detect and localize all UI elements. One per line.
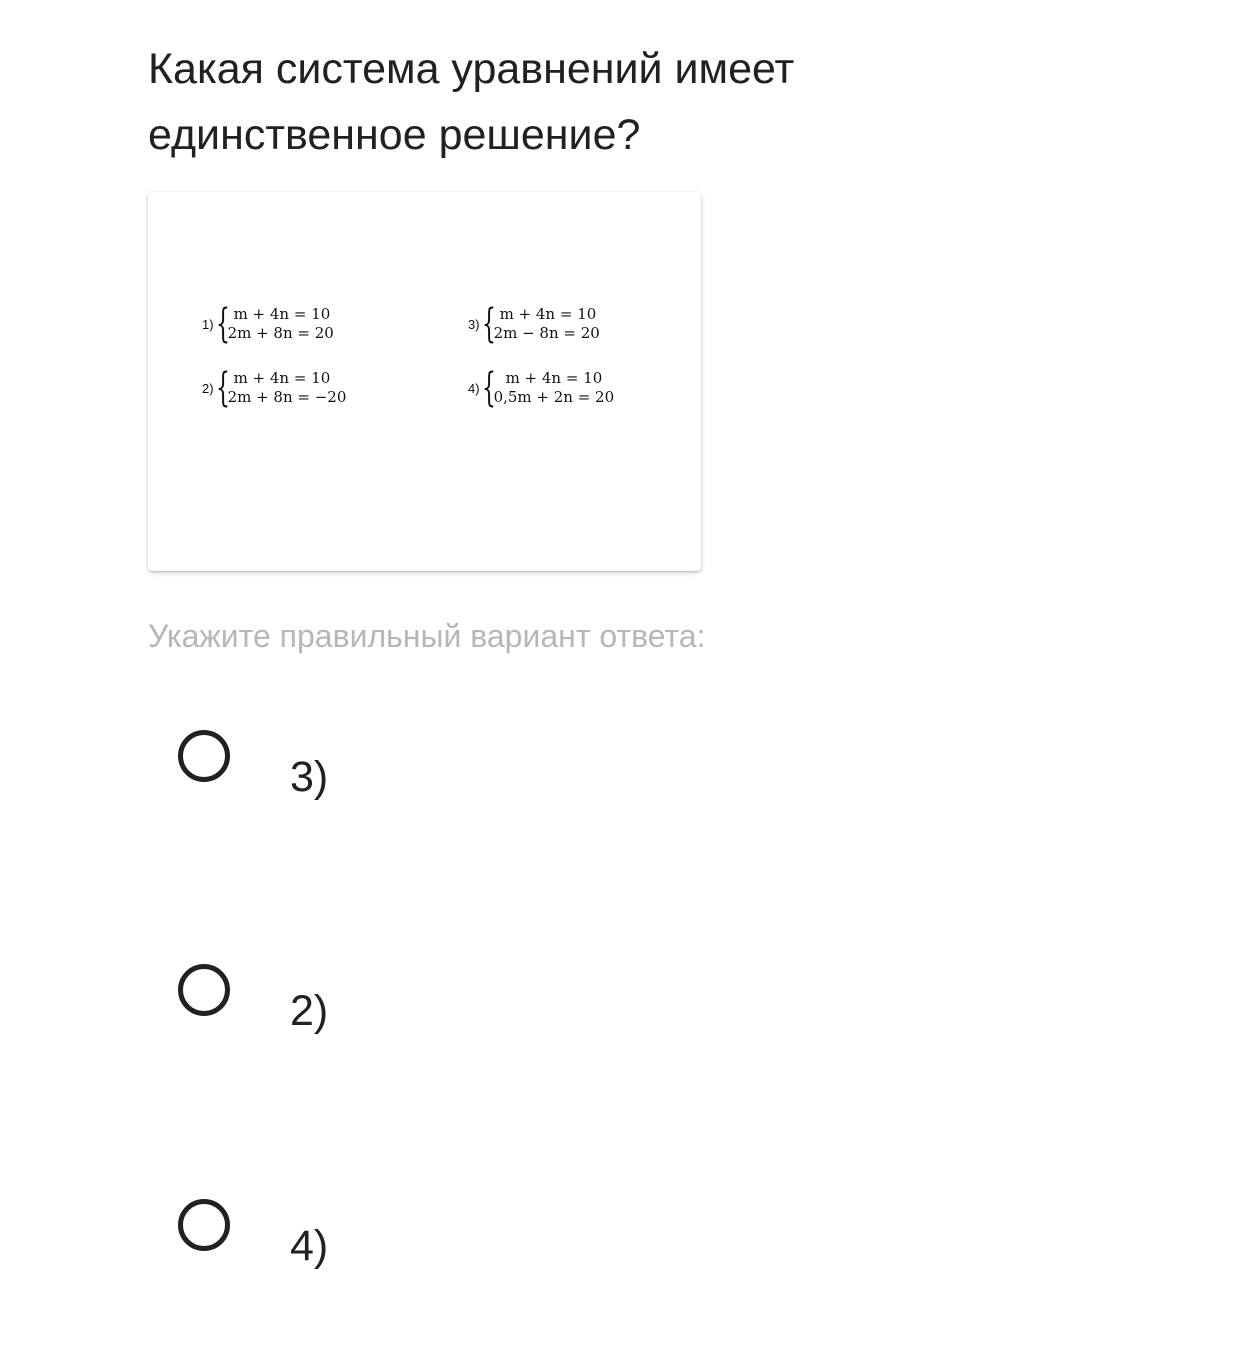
system-number: 3) <box>468 316 480 332</box>
equation-line: 0,5m + 2n = 20 <box>493 388 615 406</box>
brace-icon: { <box>481 301 496 347</box>
equation-system-2 <box>202 365 347 411</box>
radio-button[interactable] <box>178 1199 230 1251</box>
answer-option-1[interactable] <box>178 730 778 810</box>
answer-hint: Укажите правильный вариант ответа: <box>148 618 706 654</box>
equation-line: m + 4n = 10 <box>499 305 597 323</box>
equation-line: 2m + 8n = 20 <box>227 324 334 342</box>
answer-option-2[interactable] <box>178 964 778 1044</box>
system-number: 1) <box>202 316 214 332</box>
answer-option-3[interactable] <box>178 1199 778 1279</box>
question-title: Какая система уравнений имеет единственное решение? <box>148 45 795 159</box>
radio-button[interactable] <box>178 964 230 1016</box>
question-image <box>148 192 701 571</box>
radio-button[interactable] <box>178 730 230 782</box>
equation-line: 2m + 8n = −20 <box>227 388 347 406</box>
equation-system-3 <box>468 301 600 347</box>
equation-line: 2m − 8n = 20 <box>493 324 600 342</box>
option-label: 4) <box>290 1222 329 1270</box>
system-number: 4) <box>468 380 480 396</box>
brace-icon: { <box>215 365 230 411</box>
equation-line: m + 4n = 10 <box>505 369 603 387</box>
equation-line: m + 4n = 10 <box>233 305 331 323</box>
equation-system-1 <box>202 301 334 347</box>
system-number: 2) <box>202 380 214 396</box>
option-label: 3) <box>290 753 329 801</box>
equation-line: m + 4n = 10 <box>233 369 331 387</box>
brace-icon: { <box>481 365 496 411</box>
equation-system-4 <box>468 365 615 411</box>
option-label: 2) <box>290 987 329 1035</box>
brace-icon: { <box>215 301 230 347</box>
